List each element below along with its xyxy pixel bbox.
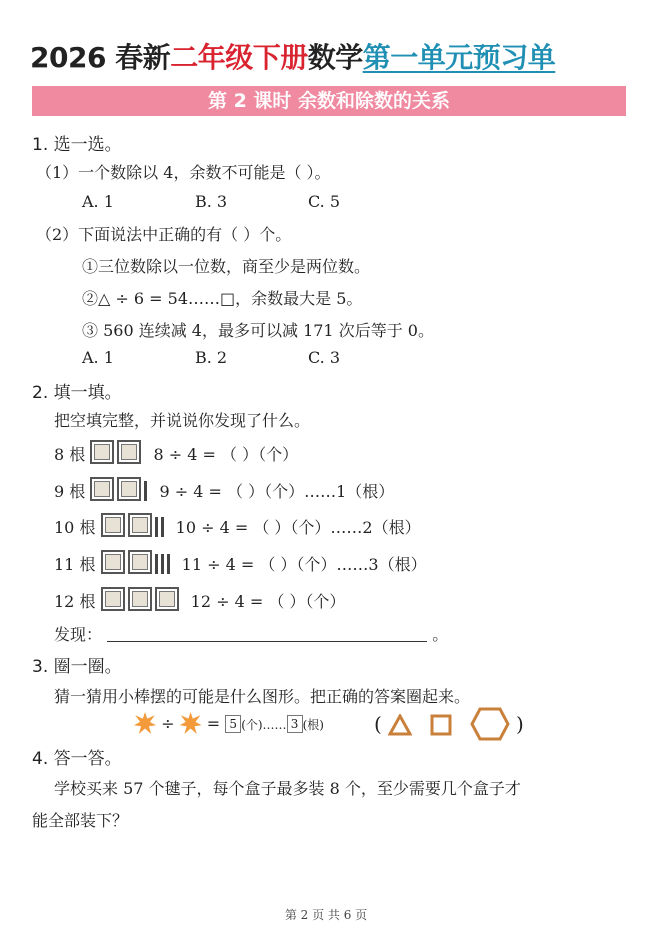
q1-s2-opt-c: C. 3 (308, 348, 341, 367)
q3-shape-options: ( ) (374, 706, 534, 742)
q2-row-3 (54, 513, 421, 538)
q1-s1-opt-b: B. 3 (195, 192, 228, 211)
q1-s1-opt-c: C. 5 (308, 192, 341, 211)
q1-s2: （2）下面说法中正确的有（ ）个。 (36, 225, 292, 244)
q2-row-label: 11 根 (54, 555, 96, 574)
q2-row-5 (54, 587, 345, 612)
q4-line-1: 学校买来 57 个毽子，每个盒子最多装 8 个，至少需要几个盒子才 (54, 779, 521, 798)
q2-row-equation: 11 ÷ 4 = （ ）（个）……3（根） (181, 555, 427, 574)
q1-s2-opt-b: B. 2 (195, 348, 228, 367)
page-title: 2026 春新二年级下册数学第一单元预习单 (30, 41, 556, 74)
q2-row-4 (54, 550, 427, 575)
q1-heading: 1. 选一选。 (32, 135, 122, 155)
unknown-star-icon (180, 712, 202, 734)
page-footer: 第 2 页 共 6 页 (284, 908, 368, 922)
q2-row-equation: 9 ÷ 4 = （ ）（个）……1（根） (159, 482, 395, 501)
stick-squares-icon (90, 440, 144, 464)
stick-squares-icon (90, 477, 150, 501)
hexagon-option-icon[interactable] (470, 706, 510, 742)
q2-heading: 2. 填一填。 (32, 383, 122, 403)
q2-row-label: 9 根 (54, 482, 86, 501)
q1-s2-item-1: ①三位数除以一位数，商至少是两位数。 (82, 257, 371, 276)
q4-heading: 4. 答一答。 (32, 749, 122, 769)
q2-row-2 (54, 477, 394, 502)
stick-squares-icon (101, 550, 173, 574)
find-answer-blank[interactable] (107, 625, 427, 642)
q2-row-1 (54, 440, 298, 465)
q1-s2-item-2: ②△ ÷ 6 = 54……□，余数最大是 5。 (82, 289, 363, 308)
q3-intro: 猜一猜用小棒摆的可能是什么图形。把正确的答案圈起来。 (54, 687, 471, 706)
q1-s2-item-3: ③ 560 连续减 4，最多可以减 171 次后等于 0。 (82, 321, 434, 340)
stick-squares-icon (101, 513, 167, 537)
q2-find: 发现： 。 (54, 625, 449, 644)
q2-row-label: 12 根 (54, 592, 96, 611)
q2-intro: 把空填完整，并说说你发现了什么。 (54, 411, 311, 430)
q2-row-equation: 8 ÷ 4 = （ ）（个） (153, 445, 299, 464)
q4-line-2: 能全部装下？ (32, 811, 129, 830)
q2-row-equation: 12 ÷ 4 = （ ）（个） (190, 592, 346, 611)
q2-row-label: 8 根 (54, 445, 86, 464)
unknown-star-icon (134, 712, 156, 734)
q3-equation: ÷ = 5 (个)…… 3 (根) (134, 712, 324, 734)
q3-heading: 3. 圈一圈。 (32, 657, 122, 677)
stick-squares-icon (101, 587, 182, 611)
q1-s1-opt-a: A. 1 (82, 192, 114, 211)
triangle-option-icon[interactable] (388, 714, 412, 736)
q2-row-equation: 10 ÷ 4 = （ ）（个）……2（根） (175, 518, 421, 537)
q1-s2-opt-a: A. 1 (82, 348, 114, 367)
q1-s1: （1）一个数除以 4，余数不可能是（ ）。 (36, 163, 331, 182)
q2-row-label: 10 根 (54, 518, 96, 537)
lesson-banner: 第 2 课时 余数和除数的关系 (32, 86, 626, 116)
square-option-icon[interactable] (430, 714, 452, 736)
